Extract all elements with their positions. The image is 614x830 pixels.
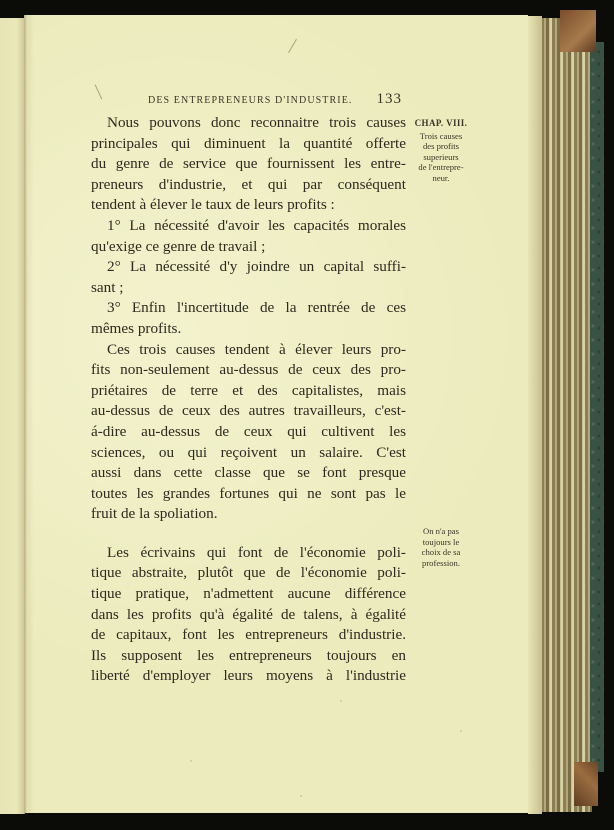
facing-page-edge <box>0 18 25 814</box>
text-line: 2° La nécessité d'y joindre un capital suffi- <box>107 258 406 276</box>
list-item-3 <box>91 298 406 339</box>
margin-note-line: On n'a pas <box>423 526 459 536</box>
chapter-label: CHAP. VIII. <box>414 118 468 128</box>
paragraph-profits <box>91 340 406 525</box>
text-line: sant ; <box>91 278 124 296</box>
list-item-2 <box>91 257 406 298</box>
page-edge-highlight <box>528 16 542 814</box>
body-text <box>91 113 406 687</box>
text-line: Les écrivains qui font de l'économie poli- <box>107 543 406 561</box>
margin-note-line: profession. <box>422 557 460 568</box>
paragraph-gap <box>91 525 406 543</box>
text-line: Nous pouvons donc reconnaitre trois causes <box>107 114 406 131</box>
text-line: fruit de la spoliation. <box>91 505 218 523</box>
margin-note-line: choix de sa <box>421 547 461 557</box>
text-line: priétaires de terre et des capitalistes, mais <box>91 381 406 399</box>
text-line: fits non-seulement au-dessus de ceux des pro- <box>91 361 406 379</box>
leather-corner-bottom <box>574 762 598 806</box>
text-line: Ils supposent les entrepreneurs toujours en <box>91 646 406 664</box>
text-line: principales qui diminuent la quantité offerte <box>91 134 406 152</box>
text-line: sciences, ou qui reçoivent un salaire. C'est <box>91 443 406 461</box>
list-item-1 <box>91 216 406 257</box>
text-line: tique pratique, n'admettent aucune différence <box>91 585 406 603</box>
text-line: 3° Enfin l'incertitude de la rentrée de ces <box>107 299 406 317</box>
running-header <box>148 93 410 109</box>
paragraph-three-causes <box>91 113 406 216</box>
text-line: au-dessus de ceux des autres travailleurs, c'est- <box>91 402 406 420</box>
text-line: qu'exige ce genre de travail ; <box>91 237 266 255</box>
gutter-shadow <box>24 15 28 813</box>
text-line: mêmes profits. <box>91 319 182 337</box>
paper-speck <box>340 700 342 702</box>
margin-note-line: superieurs <box>423 151 459 162</box>
leather-corner-top <box>560 10 596 52</box>
text-line: toutes les grandes fortunes qui ne sont pas le <box>91 484 406 502</box>
paper-speck <box>300 795 302 797</box>
text-line: 1° La nécessité d'avoir les capacités morales <box>107 216 406 234</box>
text-line: tique abstraite, plutôt que de l'économie poli- <box>91 564 406 582</box>
running-title: DES ENTREPRENEURS D'INDUSTRIE. <box>148 95 353 106</box>
text-line: á-dire au-dessus de ceux qui cultivent les <box>91 422 406 440</box>
margin-note-profession <box>410 526 472 568</box>
text-line: preneurs d'industrie, et qui par conséquent <box>91 175 406 193</box>
text-line: liberté d'employer leurs moyens à l'industrie <box>91 667 406 685</box>
marbled-cover <box>590 42 604 772</box>
text-line: Ces trois causes tendent à élever leurs pro- <box>107 340 406 358</box>
text-line: de capitaux, font les entrepreneurs d'industrie. <box>91 626 406 644</box>
text-line: du genre de service que fournissent les entre- <box>91 155 406 173</box>
margin-note-line: neur. <box>432 172 450 183</box>
margin-note-line: des profits <box>422 141 460 151</box>
margin-note-line: toujours le <box>422 536 460 547</box>
paper-speck <box>460 730 462 732</box>
paragraph-writers <box>91 543 406 687</box>
margin-note-line: de l'entrepre- <box>418 162 464 172</box>
text-line: aussi dans cette classe que se font presque <box>91 464 406 482</box>
page-number: 133 <box>376 91 402 107</box>
margin-note-line: Trois causes <box>419 130 463 141</box>
paper-speck <box>190 760 192 762</box>
text-line: tendent à élever le taux de leurs profits : <box>91 196 335 214</box>
text-line: dans les profits qu'à égalité de talens, à égalité <box>91 605 406 623</box>
margin-note-chapter <box>408 118 474 183</box>
